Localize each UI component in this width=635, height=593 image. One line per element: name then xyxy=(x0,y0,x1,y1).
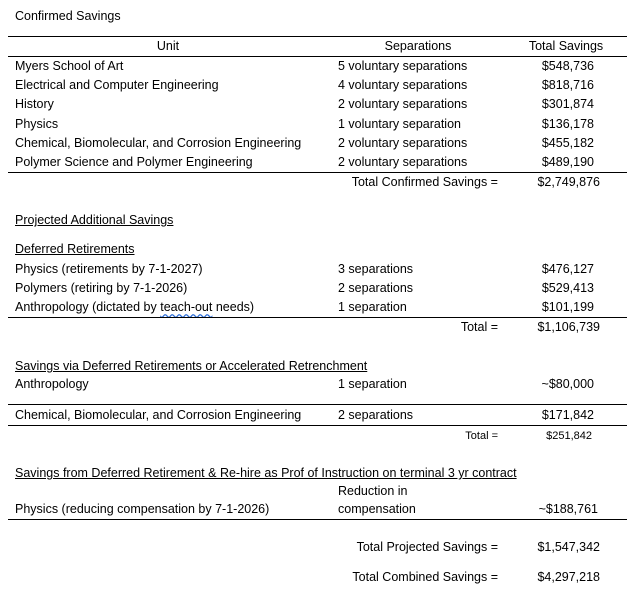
table-row-amount: $548,736 xyxy=(541,59,594,73)
retrench-title: Savings via Deferred Retirements or Accelerated Retrenchment xyxy=(15,359,368,373)
table-row-amount: $818,716 xyxy=(541,78,594,92)
col-header-unit: Unit xyxy=(156,39,180,53)
col-header-total: Total Savings xyxy=(528,39,604,53)
rehire-separation-line2: compensation xyxy=(338,502,416,516)
table-row-separations: 2 voluntary separations xyxy=(338,136,468,150)
col-header-separations: Separations xyxy=(384,39,452,53)
table-row-unit xyxy=(15,300,254,315)
retrench-total-label: Total = xyxy=(465,430,498,442)
table-row-amount: $529,413 xyxy=(541,281,594,295)
projected-title: Projected Additional Savings xyxy=(15,213,174,227)
table-row-unit: Physics (retirements by 7-1-2027) xyxy=(15,262,203,276)
table-row-unit: History xyxy=(15,97,54,111)
table-row-separations: 2 separations xyxy=(338,408,414,422)
table-row-separations: 1 separation xyxy=(338,377,407,391)
table-row-unit: Myers School of Art xyxy=(15,59,124,73)
deferred-total-rule xyxy=(8,317,627,318)
header-rule-bottom xyxy=(8,56,627,57)
table-row-amount: ~$80,000 xyxy=(541,377,594,391)
rehire-title: Savings from Deferred Retirement & Re-hire as Prof of Instruction on terminal 3 yr contract xyxy=(15,466,517,480)
table-row-separations: 5 voluntary separations xyxy=(338,59,468,73)
table-row-unit: Polymers (retiring by 7-1-2026) xyxy=(15,281,188,295)
table-row-unit: Polymer Science and Polymer Engineering xyxy=(15,155,253,169)
deferred-total-value: $1,106,739 xyxy=(537,320,600,334)
confirmed-total-label: Total Confirmed Savings = xyxy=(351,175,498,189)
rehire-separation-line1: Reduction in xyxy=(338,484,408,498)
table-row-amount: $136,178 xyxy=(541,117,594,131)
table-row-unit: Chemical, Biomolecular, and Corrosion Engineering xyxy=(15,136,302,150)
table-row-separations: 1 separation xyxy=(338,300,407,314)
table-row-separations: 2 voluntary separations xyxy=(338,97,468,111)
table-row-separations: 1 voluntary separation xyxy=(338,117,461,131)
deferred-title: Deferred Retirements xyxy=(15,242,135,256)
table-row-separations: 3 separations xyxy=(338,262,414,276)
deferred-total-label: Total = xyxy=(460,320,498,334)
retrench-row-rule xyxy=(8,404,627,405)
rehire-unit: Physics (reducing compensation by 7-1-2026) xyxy=(15,502,270,516)
table-row-amount: $101,199 xyxy=(541,300,594,314)
combined-total-label: Total Combined Savings = xyxy=(352,570,498,584)
table-row-unit: Anthropology xyxy=(15,377,89,391)
table-row-amount: $455,182 xyxy=(541,136,594,150)
table-row-amount: $301,874 xyxy=(541,97,594,111)
table-row-amount: $476,127 xyxy=(541,262,594,276)
table-row-separations: 2 separations xyxy=(338,281,414,295)
retrench-total-value: $251,842 xyxy=(546,430,592,442)
table-row-separations: 4 voluntary separations xyxy=(338,78,468,92)
table-row-amount: $171,842 xyxy=(541,408,594,422)
combined-total-value: $4,297,218 xyxy=(537,570,600,584)
rehire-amount: ~$188,761 xyxy=(538,502,598,516)
spellcheck-flagged-word: teach-out xyxy=(160,300,213,314)
confirmed-title: Confirmed Savings xyxy=(15,9,121,23)
table-row-separations: 2 voluntary separations xyxy=(338,155,468,169)
confirmed-total-value: $2,749,876 xyxy=(537,175,600,189)
retrench-total-rule xyxy=(8,425,627,426)
confirmed-total-rule xyxy=(8,172,627,173)
unit-text-pre: Anthropology (dictated by xyxy=(15,300,161,314)
header-rule-top xyxy=(8,36,627,37)
table-row-unit: Electrical and Computer Engineering xyxy=(15,78,219,92)
unit-text-post: needs) xyxy=(212,300,255,314)
projected-total-value: $1,547,342 xyxy=(537,540,600,554)
table-row-unit: Chemical, Biomolecular, and Corrosion Engineering xyxy=(15,408,302,422)
rehire-rule xyxy=(8,519,627,520)
projected-total-label: Total Projected Savings = xyxy=(356,540,498,554)
table-row-unit: Physics xyxy=(15,117,59,131)
table-row-amount: $489,190 xyxy=(541,155,594,169)
